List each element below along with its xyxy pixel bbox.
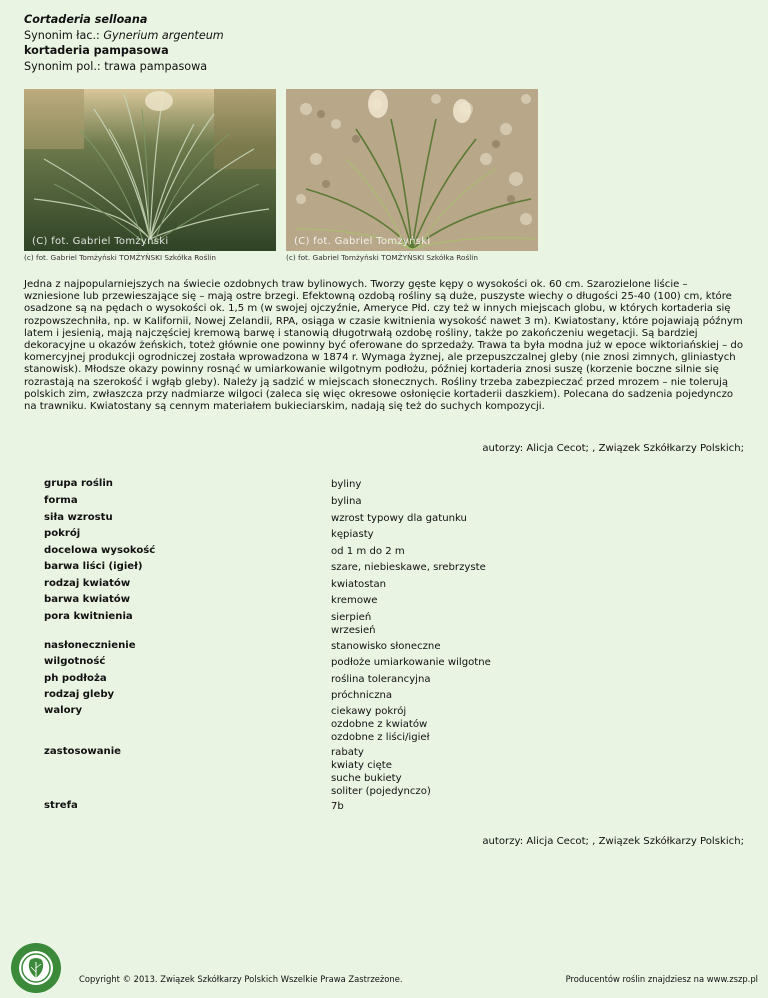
producers-link-text[interactable]: Producentów roślin znajdziesz na www.zszp.pl	[565, 974, 758, 984]
latin-synonym: Synonim łac.: Gynerium argenteum	[24, 28, 224, 42]
plant-photo-1	[24, 89, 276, 251]
photo-watermark: (C) fot. Gabriel Tomżyński	[294, 236, 431, 247]
photo-watermark: (C) fot. Gabriel Tomżyński	[32, 236, 169, 247]
photo-caption-2: (c) fot. Gabriel Tomżyński TOMŻYŃSKI Szkółka Roślin	[286, 253, 478, 262]
polish-synonym: Synonim pol.: trawa pampasowa	[24, 59, 208, 73]
latin-name: Cortaderia selloana	[24, 13, 148, 26]
photo-caption-1: (c) fot. Gabriel Tomżyński TOMŻYŃSKI Szkółka Roślin	[24, 253, 216, 262]
zszp-logo	[10, 942, 62, 994]
plant-description: Jedna z najpopularniejszych na świecie ozdobnych traw bylinowych. Tworzy gęste kępy o wysokości ok. 60 cm. Szarozielone liście – wzniesione lub przewieszające się – mają ostre brzegi. Efektowną ozdobą rośliny są duże, puszyste wiechy o długości 25-40 (100) cm, które osadzone są na pędach o wysokości ok. 1,5 m (w swojej ojczyźnie, Ameryce Płd. czy też w innych miejscach globu, w których kortaderia się rozpowszechniła, np. w Kalifornii, Nowej Zelandii, RPA, osiąga w czasie kwitnienia wysokość nawet 3 m). Kwiatostany, które pojawiają późnym latem i jesienią, mają najczęściej kremową barwę i stanowią długotrwałą ozdobę rośliny, także po zakończeniu wegetacji. Są bardziej dekoracyjne u okazów żeńskich, toteż głównie one powinny być oferowane do sprzedaży. Trawa ta była modna już w epoce wiktoriańskiej – do komercyjnej produkcji ogrodniczej została wprowadzona w 1874 r. Wymaga żyznej, ale przepuszczalnej gleby (nie znosi zimnych, gliniastych stanowisk). Młodsze okazy powinny rosnąć w umiarkowanie wilgotnym podłożu, później kortaderia znosi suszę (korzenie boczne silnie się rozrastają na szerokość i wgłąb gleby). Należy ją sadzić w miejscach słonecznych. Rośliny trzeba zabezpieczać przed mrozem – nie tolerują polskich zim, zwłaszcza przy nadmiarze wilgoci (zaleca się więc okresowe osłonięcie kortaderii daszkiem). Polecana do sadzenia pojedynczo na trawniku. Kwiatostany są cennym materiałem bukieciarskim, nadają się też do suchych kompozycji.	[24, 279, 743, 413]
plant-header	[24, 12, 224, 74]
authors-line: autorzy: Alicja Cecot; , Związek Szkółkarzy Polskich;	[482, 443, 744, 454]
polish-name: kortaderia pampasowa	[24, 44, 169, 58]
copyright-text: Copyright © 2013. Związek Szkółkarzy Polskich Wszelkie Prawa Zastrzeżone.	[79, 974, 403, 984]
plant-photo-2	[286, 89, 538, 251]
authors-line-bottom: autorzy: Alicja Cecot; , Związek Szkółkarzy Polskich;	[482, 836, 744, 847]
